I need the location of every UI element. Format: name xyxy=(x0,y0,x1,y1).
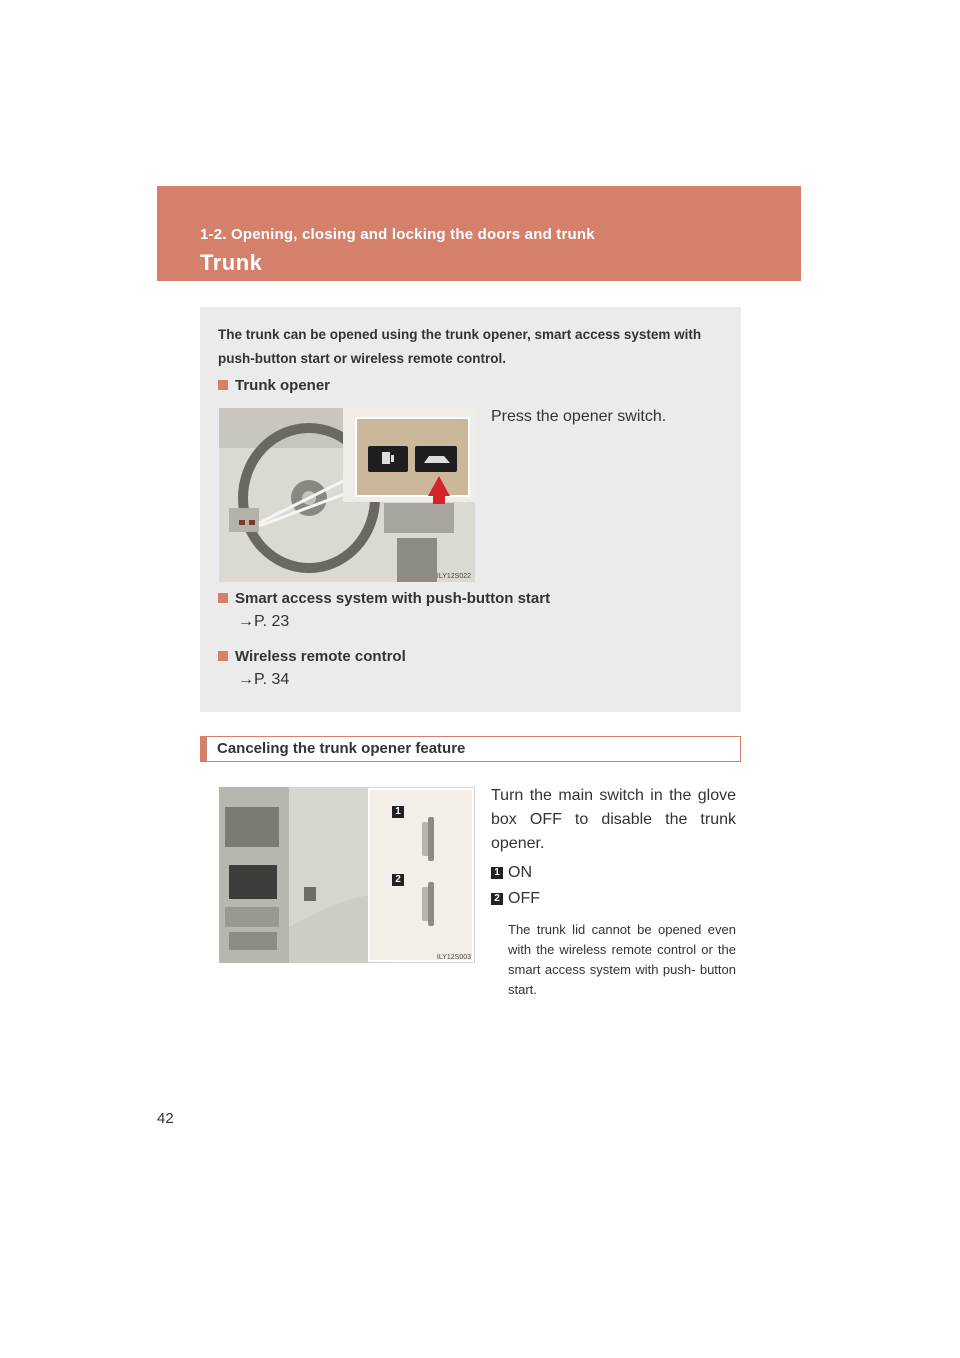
callout-1-badge: 1 xyxy=(392,806,404,818)
bullet-square-icon xyxy=(218,593,228,603)
glove-box-illustration xyxy=(219,787,475,963)
wireless-page-ref[interactable]: →P. 34 xyxy=(238,671,290,688)
page-number: 42 xyxy=(157,1110,174,1127)
callout-2-badge: 2 xyxy=(392,874,404,886)
wireless-heading-text: Wireless remote control xyxy=(235,648,406,665)
canceling-heading xyxy=(200,736,741,762)
off-note: The trunk lid cannot be opened even with the wireless remote control or the smart access system with push- button start. xyxy=(508,922,736,997)
bullet-square-icon xyxy=(218,651,228,661)
off-label: OFF xyxy=(508,890,540,907)
glove-box-drawing xyxy=(219,787,475,963)
list-1-badge: 1 xyxy=(491,867,503,879)
trunk-opener-heading-text: Trunk opener xyxy=(235,377,331,394)
canceling-instruction: Turn the main switch in the glove box OFF to disable the trunk opener. xyxy=(491,787,736,852)
smart-access-heading xyxy=(218,590,550,607)
dashboard-drawing xyxy=(219,408,475,582)
trunk-opener-instruction: Press the opener switch. xyxy=(491,408,667,425)
page-title: Trunk xyxy=(200,250,263,275)
heading-accent-bar xyxy=(200,736,207,762)
trunk-opener-heading xyxy=(218,377,330,394)
smart-access-page-ref[interactable]: →P. 23 xyxy=(238,613,290,630)
figure-code: ILY12S022 xyxy=(436,573,471,580)
bullet-square-icon xyxy=(218,380,228,390)
intro-text: The trunk can be opened using the trunk opener, smart access system with push-button start or wireless remote control. xyxy=(218,327,702,366)
smart-access-heading-text: Smart access system with push-button start xyxy=(235,590,551,607)
trunk-opener-illustration xyxy=(219,408,475,582)
on-label: ON xyxy=(508,864,532,881)
canceling-heading-text: Canceling the trunk opener feature xyxy=(217,740,466,757)
list-2-badge: 2 xyxy=(491,893,503,905)
section-label: 1-2. Opening, closing and locking the doors and trunk xyxy=(200,226,595,243)
figure-code: ILY12S003 xyxy=(436,954,471,961)
wireless-heading xyxy=(218,648,406,665)
